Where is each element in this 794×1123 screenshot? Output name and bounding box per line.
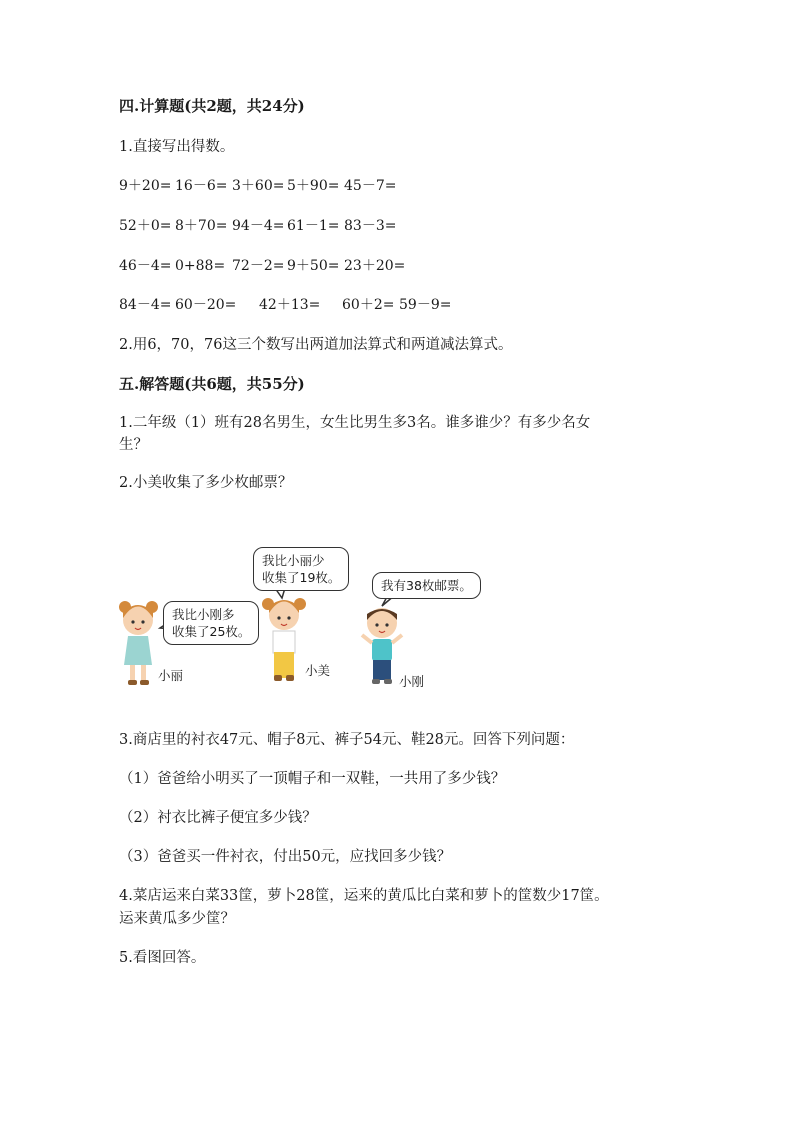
calc-item: 52＋0= [119, 218, 172, 234]
bubble-text: 我比小刚多 [172, 607, 235, 622]
label-xiaomei: 小美 [305, 663, 331, 678]
calc-item: 61－1= [287, 218, 340, 234]
section4-title: 四.计算题(共2题，共24分) [119, 97, 305, 115]
question-5-1-line2: 生？ [119, 437, 148, 453]
question-5-4-line2: 运来黄瓜多少筐？ [119, 911, 235, 927]
bubble-text: 我有38枚邮票。 [381, 578, 472, 593]
calc-item: 8＋70= [175, 218, 228, 234]
question-5-4-line1: 4.菜店运来白菜33筐，萝卜28筐，运来的黄瓜比白菜和萝卜的筐数少17筐。 [119, 888, 609, 904]
section5-title: 五.解答题(共6题，共55分) [119, 375, 305, 393]
calc-item: 5＋90= [287, 178, 340, 194]
calc-item: 46－4= [119, 258, 172, 274]
label-xiaoli: 小丽 [158, 668, 184, 683]
label-xiaogang: 小刚 [399, 674, 425, 689]
calc-item: 45－7= [344, 178, 397, 194]
question-5-3: 3.商店里的衬衣47元、帽子8元、裤子54元、鞋28元。回答下列问题： [119, 732, 575, 748]
question-5-2: 2.小美收集了多少枚邮票？ [119, 475, 293, 491]
bubble-text: 收集了19枚。 [262, 570, 341, 585]
calc-item: 42＋13= [259, 297, 321, 313]
question-4-1: 1.直接写出得数。 [119, 139, 235, 155]
xiaoli-speech-bubble [163, 601, 259, 645]
calc-item: 3＋60= [232, 178, 285, 194]
calc-item: 16－6= [175, 178, 228, 194]
question-4-2: 2.用6，70，76这三个数写出两道加法算式和两道减法算式。 [119, 337, 513, 353]
xiaoli-figure [119, 601, 158, 685]
calc-item: 9＋20= [119, 178, 172, 194]
question-5-5: 5.看图回答。 [119, 950, 206, 966]
bubble-text: 我比小丽少 [262, 553, 325, 568]
question-5-1-line1: 1.二年级（1）班有28名男生，女生比男生多3名。谁多谁少？有多少名女 [119, 415, 591, 431]
calc-item: 60－20= [175, 297, 237, 313]
xiaomei-figure [262, 598, 306, 681]
question-5-3-1: （1）爸爸给小明买了一顶帽子和一双鞋，一共用了多少钱？ [119, 771, 506, 787]
question-5-3-2: （2）衬衣比裤子便宜多少钱？ [119, 810, 317, 826]
calc-item: 9＋50= [287, 258, 340, 274]
calc-item: 94－4= [232, 218, 285, 234]
xiaogang-speech-bubble [372, 572, 481, 599]
xiaogang-figure [362, 608, 402, 684]
calc-item: 84－4= [119, 297, 172, 313]
calc-item: 83－3= [344, 218, 397, 234]
calc-item: 23＋20= [344, 258, 406, 274]
calc-item: 72－2= [232, 258, 285, 274]
calc-item: 60＋2= [342, 297, 395, 313]
calc-item: 0+88= [175, 258, 226, 274]
xiaomei-speech-bubble [253, 547, 349, 591]
question-5-3-3: （3）爸爸买一件衬衣，付出50元，应找回多少钱？ [119, 849, 452, 865]
bubble-text: 收集了25枚。 [172, 624, 251, 639]
calc-item: 59－9= [399, 297, 452, 313]
